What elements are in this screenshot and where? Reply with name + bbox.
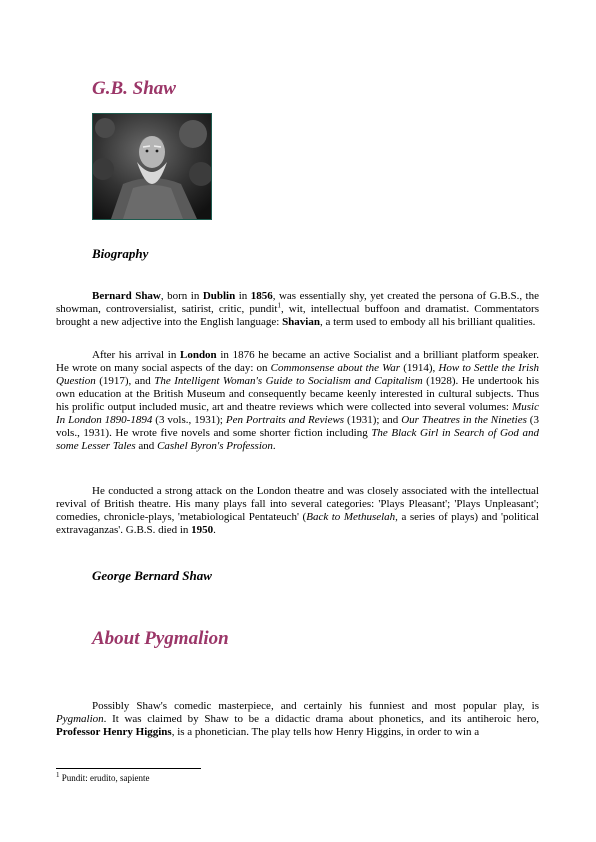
italic-title: Music In London 1890-1894 (56, 401, 539, 426)
biography-paragraph-1 (56, 290, 539, 329)
text-run: . It was claimed by Shaw to be a didactic drama about phonetics, and its antiheroic hero, (103, 713, 539, 725)
footnote-mark: 1 (56, 771, 60, 779)
bold-term: Dublin (202, 290, 236, 302)
bold-term: London (179, 349, 217, 361)
italic-title: Cashel Byron's Profession (157, 440, 273, 452)
text-run: , born in (160, 290, 203, 302)
portrait-image (93, 114, 211, 219)
text-run: He conducted a strong attack on the London theatre and was closely associated with the intellectual revival of British theatre. His many plays fall into several categories: 'Plays Pleasant'; 'Plays Unpleasant'; comedies, chronicle-plays, 'metabiological Pentateuch' ( (56, 485, 539, 523)
footnote (56, 773, 150, 783)
bold-term: Bernard Shaw (92, 290, 161, 302)
footnote-divider (56, 768, 201, 769)
text-run: Possibly Shaw's comedic masterpiece, and certainly his funniest and most popular play, is (92, 700, 539, 712)
italic-title: The Black Girl in Search of God and some Lesser Tales (56, 427, 539, 452)
bold-term: 1856 (250, 290, 273, 302)
text-run: (1928). He undertook his own education at the British Museum and consequently became keenly interested in cultural subjects. Thus his prolific output included music, art and theatre reviews which were collected into several volumes: (56, 375, 539, 413)
text-run: (1914), (400, 362, 439, 374)
bold-term: Professor Henry Higgins (56, 726, 172, 738)
bold-term: 1950 (191, 524, 214, 536)
text-run: (1917), and (95, 375, 155, 387)
page-title: G.B. Shaw (92, 78, 176, 99)
biography-paragraph-2 (56, 349, 539, 453)
bold-term: Shavian (282, 316, 320, 328)
text-run: , a term used to embody all his brilliant qualities. (319, 316, 536, 328)
text-run: . (272, 440, 276, 452)
italic-title: Our Theatres in the Nineties (401, 414, 527, 426)
text-run: , is a phonetician. The play tells how Henry Higgins, in order to win a (171, 726, 480, 738)
italic-title: Pygmalion (56, 713, 104, 725)
text-run: (3 vols., 1931); (152, 414, 226, 426)
italic-title: Back to Methuselah (306, 511, 396, 523)
text-run: in 1876 he became an active Socialist and a brilliant platform speaker. He wrote on many social aspects of the day: on (56, 349, 539, 374)
text-run: (3 vols., 1931). He wrote five novels and some shorter fiction including (56, 414, 539, 439)
text-run: After his arrival in (92, 349, 180, 361)
biography-paragraph-3 (56, 485, 539, 537)
footnote-text: Pundit: erudito, sapiente (59, 773, 150, 783)
italic-title: Pen Portraits and Reviews (225, 414, 345, 426)
text-run: , a series of plays) and 'political extravaganzas'. G.B.S. died in (56, 511, 539, 536)
text-run: and (135, 440, 158, 452)
portrait-photo (92, 113, 212, 220)
biography-heading: Biography (92, 246, 149, 261)
pygmalion-heading: About Pygmalion (92, 628, 229, 649)
text-run: . (213, 524, 216, 536)
pygmalion-paragraph-1 (56, 700, 539, 739)
italic-title: The Intelligent Woman's Guide to Socialism and Capitalism (154, 375, 423, 387)
text-run: in (235, 290, 251, 302)
subtitle: George Bernard Shaw (92, 568, 212, 583)
footnote-reference: 1 (277, 301, 281, 310)
text-run: , was essentially shy, yet created the persona of G.B.S., the showman, controversialist, satirist, critic, pundit (56, 290, 539, 315)
italic-title: How to Settle the Irish Question (56, 362, 539, 387)
text-run: (1931); and (344, 414, 402, 426)
italic-title: Commonsense about the War (270, 362, 401, 374)
text-run: , wit, intellectual buffoon and dramatist. Commentators brought a new adjective into the English language: (56, 303, 539, 328)
